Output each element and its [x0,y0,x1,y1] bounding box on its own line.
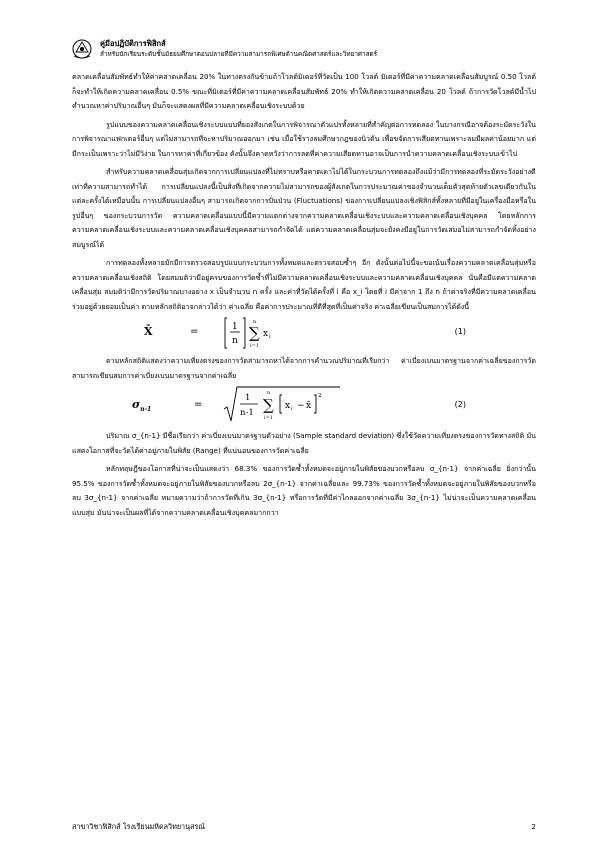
mean-term: x̄ [306,401,312,411]
paragraph: ตามหลักสถิติแสดงว่าความเที่ยงตรงของการวัดสามารถหาได้จากการคำนวณปริมาณที่เรียกว่า ค่าเบี่ยงเบนมาตรฐานจากค่าเฉลี่ยของการวัด สามารถเขียนสมการค่าเบี่ยงเบนมาตรฐานจากค่าเฉลี่ย [72,356,536,380]
frac-denominator: n-1 [240,408,254,418]
frac-numerator: 1 [245,393,251,403]
paragraph: หลักทฤษฎีของโอกาสที่น่าจะเป็นแสดงว่า 68.3% ของการวัดซ้ำทั้งหมดจะอยู่ภายในพิสัยของบวกหรือลบ σ_{n-1} จากค่าเฉลี่ย ยิ่งกว่านั้น 95.5% ของการวัดซ้ำทั้งหมดจะอยู่ภายในพิสัยของบวกหรือลบ 2σ_{n-1} จากค่าเฉลี่ยและ 99.73% ของการวัดซ้ำทั้งหมดจะอยู่ภายในพิสัยของบวกหรือลบ 3σ_{n-1} จากค่าเฉลี่ย หมายความว่าถ้าการวัดที่เกิน 3σ_{n-1} หรือการวัดที่มีค่าไกลออกจากค่าเฉลี่ย 3σ_{n-1} ไม่น่าจะเป็นความคลาดเคลื่อนแบบสุ่ม มันน่าจะเป็นผลที่ได้จากความคลาดเคลื่อนเชิงบุคคลมากกว่า [72,464,536,517]
equation-mean [72,316,536,350]
paragraph: คลาดเคลื่อนสัมพัทธ์ทำให้ค่าคลาดเคลื่อน 20% ในทางตรงกันข้ามถ้าโวลต์มิเตอร์ที่วัดเป็น 100 โวลต์ มิเตอร์ที่มีค่าความคลาดเคลื่อนสัมบูรณ์ 0.50 โวลต์ ก็จะทำให้เกิดความคลาดเคลื่อน 0.5% ขณะที่มิเตอร์ที่มีค่าความคลาดเคลื่อนสัมพัทธ์ 20% ทำให้เกิดความคลาดเคลื่อน 20 โวลต์ ถ้าการวัดโวลต์มีน้ำไปคำนวณหาค่าปริมาณอื่นๆ มันก็จะแสดงผลที่มีความคลาดเคลื่อนเชิงระบบด้วย [72,72,536,110]
mean-symbol: X̄ [144,325,153,338]
frac-denominator: n [232,336,238,346]
sum-upper: n [253,319,257,325]
equals-sign: = [194,399,203,410]
exponent: 2 [318,393,322,399]
header-title: คู่มือปฏิบัติการฟิสิกส์ [100,39,166,48]
equation-number: (2) [454,400,466,409]
frac-numerator: 1 [232,322,238,332]
sum-symbol-icon: ∑ [249,324,260,342]
paragraph: สำหรับความคลาดเคลื่อนสุ่มเกิดจากการเปลี่ยนแปลงที่ไม่ทราบหรือคาดเดาไม่ได้ในกระบวนการทดลองถึงแม้ว่ามีการทดลองที่ระมัดระวังอย่างดีเท่าที่ความสามารถทำได้ การเปลี่ยนแปลงนี้เป็นสิ่งที่เกิดจากความไม่สามารถของผู้สังเกตในการประมาณค่าของจำนวนเต็มตัวสุดท้ายตัวเลขเดียวกันในแต่ละครั้งได้เหมือนนั้น การเปลี่ยนแปลงอื่นๆ สามารถเกิดจากการปั่นป่วน (Fluctuations) ของการเปลี่ยนแปลงเชิงฟิสิกส์ทั้งหลายที่มีอยู่ในเครื่องมือหรือในรูปอื่นๆ ของกระบวนการวัด ความคลาดเคลื่อนแบบนี้มีความแตกต่างจากความคลาดเคลื่อนเชิงระบบและความคลาดเคลื่อนเชิงบุคคล โดยหลักการความคลาดเคลื่อนเชิงระบบและความคลาดเคลื่อนเชิงบุคคลสามารถกำจัดได้ แต่ความคลาดเคลื่อนสุ่มจะยังคงมีอยู่ในการวัดเสมอไม่สามารถกำจัดทิ้งอย่างสมบูรณ์ได้ [72,167,536,249]
paragraph: รูปแบบของความคลาดเคลื่อนเชิงระบบแบบที่ยองสังเกตในการพิจารณาตัวแปรทั้งหลายที่สำคัญต่อการทดลอง ในบางกรณีอาจต้องระมัดระวังในการพิจารณาแฟกเตอร์อื่นๆ แต่ไม่สามารถที่จะหาปริมาณออกมา เช่น เมื่อใช้รางลมศึกษากฎของนิวตัน เพื่อขจัดการเสียดทานเพราะลมมีผลค่าน้อยมาก แต่มีกระเป็นเพราะว่าไม่มีวิง่าย ในการหาค่าที่เกี่ยวข้อง ดังนั้นจึงคาดหวังว่าการลดที่ค่าความเสียดทานอาจเป็นการนำความคลาดเคลื่อนเชิงระบบเข้าไป [72,119,536,158]
term: x [285,401,291,411]
stddev-formula [222,385,342,425]
mean-formula [224,316,298,350]
page-footer [72,822,536,833]
paragraph: การทดลองทั้งหลายมักมีการตรวจสอบรูปแบบกระบวนการทั้งหมดและตรวจสอบซ้ำๆ อีก ดังนั้นต่อไปนี้จะขอเน้นเรื่องความคลาดเคลื่อนสุ่มหรือความคลาดเคลื่อนเชิงสถิติ โดยสมมติว่ามีอยู่ครบของการวัดซ้ำที่ไม่มีความคลาดเคลื่อนเชิงระบบและความคลาดเคลื่อนเชิงบุคคล นั่นคือมีแต่ความคลาดเคลื่อนสุ่ม สมมติว่ามีการวัดปริมาณบางอย่าง x เป็นจำนวน n ครั้ง และค่าที่วัดได้ครั้งที่ i คือ x_i โดยที่ i มีค่าจาก 1 ถึง n ถ้าค่าจริงที่มีความคลาดเคลื่อนร่วมอยู่ด้วยยอมเป็นค่า ตามหลักสถิติอาจกล่าวได้ว่า ค่าเฉลี่ย คือค่าการประมาณที่ดีที่สุดที่เป็นค่าจริง ค่าเฉลี่ยเขียนเป็นสมการได้ดังนี้ [72,258,536,311]
sum-symbol-icon: ∑ [263,396,274,414]
term-subscript: i [291,406,293,412]
sum-upper: n [267,390,271,396]
sum-lower: i=1 [250,343,259,349]
term-subscript: i [269,334,271,340]
sigma-subscript: n-1 [140,406,152,414]
page-number: 2 [531,822,536,831]
equals-sign: = [190,326,199,337]
sigma-symbol: $\sigma_{n-1}$ [132,398,152,414]
page-header [70,38,540,60]
header-subtitle: สำหรับนักเรียนระดับชั้นมัธยมศึกษาตอนปลายที่มีความสามารถพิเศษด้านคณิตศาสตร์และวิทยาศาสตร์ [100,50,378,58]
equation-stddev [72,385,536,425]
minus-sign-icon: − [297,401,305,411]
footer-department: สาขาวิชาฟิสิกส์ โรงเรียนมหิดลวิทยานุสรณ์ [72,822,205,831]
paragraph: ปริมาณ σ_{n-1} มีชื่อเรียกว่า ค่าเบี่ยงเบนมาตรฐานตัวอย่าง (Sample standard deviation) ซึ่งใช้วัดความเที่ยงตรงของการวัดทางสถิติ มันแสดงโอกาสที่จะวัดได้ค่าอยู่ภายในพิสัย (Range) ที่แน่นอนของการวัดค่าเฉลี่ย [72,431,536,455]
equation-number: (1) [454,327,466,336]
term: x [263,329,269,339]
sum-lower: i=1 [264,415,273,421]
document-body [72,70,536,520]
school-logo-icon [70,38,94,60]
